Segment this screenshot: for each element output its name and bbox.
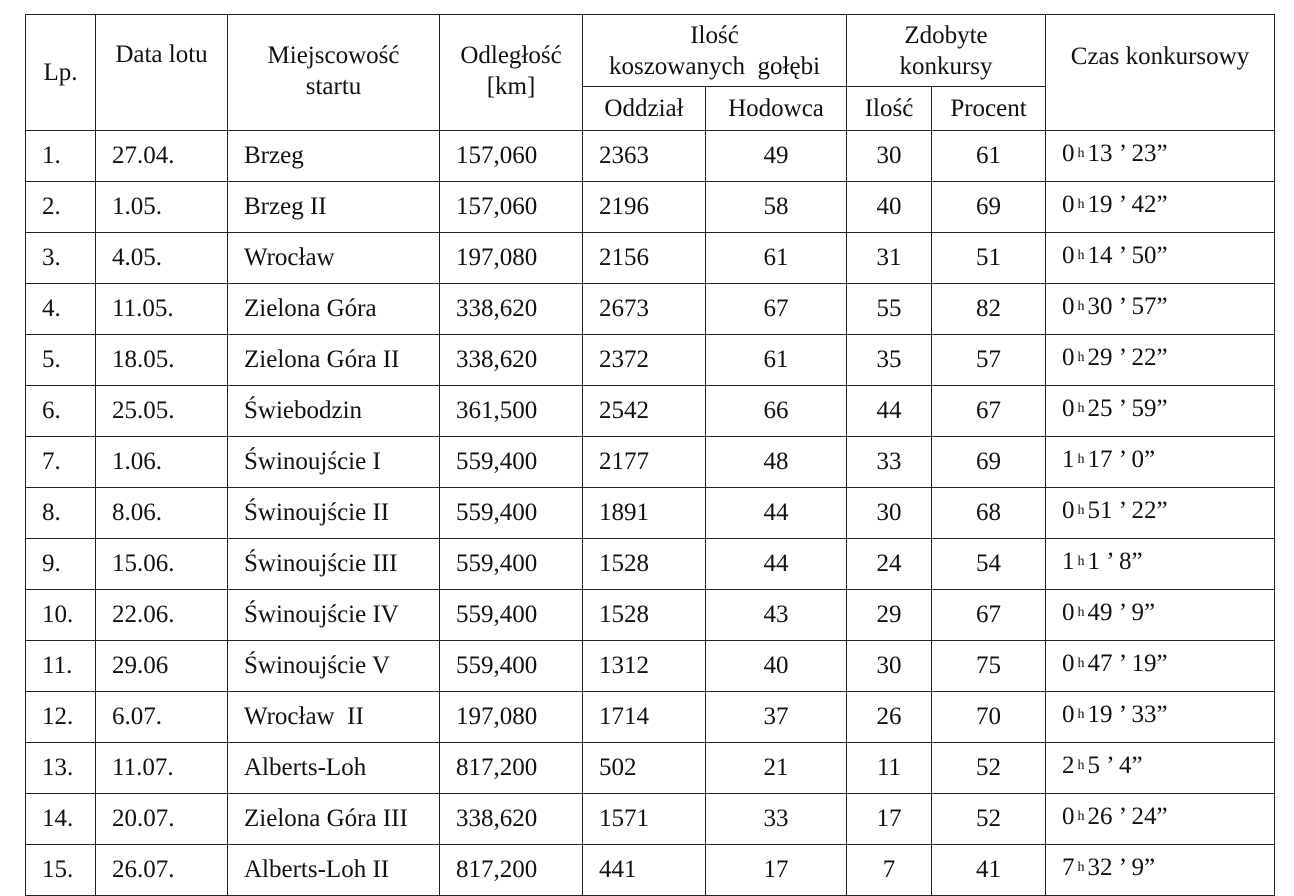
cell-oddzial: 2363 xyxy=(583,131,706,182)
cell-odleglosc: 197,080 xyxy=(440,692,583,743)
czas-seconds: 4 xyxy=(1118,752,1132,779)
cell-data-lotu: 15.06. xyxy=(96,539,228,590)
cell-data-lotu: 4.05. xyxy=(96,233,228,284)
cell-ilosc: 30 xyxy=(847,131,932,182)
header-miejscowosc xyxy=(228,15,440,131)
cell-miejscowosc: Brzeg II xyxy=(228,182,440,233)
czas-hours: 0 xyxy=(1062,242,1075,269)
cell-miejscowosc: Świnoujście II xyxy=(228,488,440,539)
cell-hodowca: 49 xyxy=(706,131,847,182)
cell-ilosc: 30 xyxy=(847,488,932,539)
cell-data-lotu: 26.07. xyxy=(96,845,228,896)
cell-miejscowosc: Alberts-Loh xyxy=(228,743,440,794)
hours-unit: h xyxy=(1077,605,1085,620)
cell-oddzial: 1714 xyxy=(583,692,706,743)
minutes-unit: ’ xyxy=(1112,293,1132,320)
seconds-unit: ” xyxy=(1131,548,1143,575)
czas-hours: 0 xyxy=(1062,293,1075,320)
cell-odleglosc: 338,620 xyxy=(440,284,583,335)
cell-oddzial: 2542 xyxy=(583,386,706,437)
cell-ilosc: 29 xyxy=(847,590,932,641)
cell-oddzial: 502 xyxy=(583,743,706,794)
czas-hours: 0 xyxy=(1062,701,1075,728)
minutes-unit: ’ xyxy=(1112,701,1132,728)
cell-data-lotu: 18.05. xyxy=(96,335,228,386)
cell-miejscowosc: Alberts-Loh II xyxy=(228,845,440,896)
cell-data-lotu: 27.04. xyxy=(96,131,228,182)
header-ilosc-line2: koszowanych gołębi xyxy=(608,52,821,80)
cell-odleglosc: 559,400 xyxy=(440,437,583,488)
cell-lp: 11. xyxy=(26,641,96,692)
czas-minutes: 26 xyxy=(1087,803,1113,830)
cell-hodowca: 43 xyxy=(706,590,847,641)
minutes-unit: ’ xyxy=(1112,140,1132,167)
hours-unit: h xyxy=(1077,401,1085,416)
cell-miejscowosc: Brzeg xyxy=(228,131,440,182)
cell-ilosc: 40 xyxy=(847,182,932,233)
cell-data-lotu: 1.05. xyxy=(96,182,228,233)
cell-czas xyxy=(1046,386,1275,437)
header-data-lotu xyxy=(96,15,228,131)
czas-minutes: 13 xyxy=(1087,140,1113,167)
seconds-unit: ” xyxy=(1156,803,1168,830)
cell-ilosc: 26 xyxy=(847,692,932,743)
header-czas xyxy=(1046,15,1275,131)
cell-procent: 68 xyxy=(932,488,1046,539)
cell-data-lotu: 22.06. xyxy=(96,590,228,641)
cell-procent: 69 xyxy=(932,182,1046,233)
cell-miejscowosc: Zielona Góra II xyxy=(228,335,440,386)
table-row xyxy=(26,845,1275,896)
minutes-unit: ’ xyxy=(1100,752,1119,779)
cell-ilosc: 24 xyxy=(847,539,932,590)
cell-procent: 75 xyxy=(932,641,1046,692)
cell-data-lotu: 29.06 xyxy=(96,641,228,692)
cell-lp: 7. xyxy=(26,437,96,488)
table-row xyxy=(26,590,1275,641)
cell-hodowca: 66 xyxy=(706,386,847,437)
cell-odleglosc: 559,400 xyxy=(440,641,583,692)
header-odleglosc-line2: [km] xyxy=(486,72,536,100)
cell-oddzial: 1891 xyxy=(583,488,706,539)
cell-hodowca: 33 xyxy=(706,794,847,845)
cell-hodowca: 17 xyxy=(706,845,847,896)
cell-oddzial: 441 xyxy=(583,845,706,896)
cell-hodowca: 61 xyxy=(706,233,847,284)
cell-miejscowosc: Świnoujście IV xyxy=(228,590,440,641)
cell-czas xyxy=(1046,233,1275,284)
cell-czas xyxy=(1046,590,1275,641)
seconds-unit: ” xyxy=(1156,242,1168,269)
cell-czas xyxy=(1046,437,1275,488)
cell-ilosc: 11 xyxy=(847,743,932,794)
cell-hodowca: 61 xyxy=(706,335,847,386)
minutes-unit: ’ xyxy=(1112,599,1132,626)
czas-hours: 0 xyxy=(1062,803,1075,830)
seconds-unit: ” xyxy=(1156,344,1168,371)
czas-seconds: 57 xyxy=(1131,293,1157,320)
hours-unit: h xyxy=(1077,860,1085,875)
cell-miejscowosc: Świnoujście I xyxy=(228,437,440,488)
seconds-unit: ” xyxy=(1143,446,1156,473)
header-oddzial: Oddział xyxy=(583,87,706,131)
czas-minutes: 19 xyxy=(1087,191,1113,218)
cell-procent: 82 xyxy=(932,284,1046,335)
header-zdobyte-line2: konkursy xyxy=(899,52,993,80)
cell-hodowca: 40 xyxy=(706,641,847,692)
czas-seconds: 24 xyxy=(1131,803,1157,830)
header-data-lotu-label: Data lotu xyxy=(115,41,208,68)
czas-seconds: 22 xyxy=(1131,344,1157,371)
czas-seconds: 33 xyxy=(1131,701,1157,728)
table-row xyxy=(26,233,1275,284)
czas-hours: 0 xyxy=(1062,650,1075,677)
cell-odleglosc: 817,200 xyxy=(440,845,583,896)
table-body xyxy=(26,131,1275,896)
cell-hodowca: 44 xyxy=(706,488,847,539)
czas-minutes: 51 xyxy=(1087,497,1113,524)
cell-oddzial: 1528 xyxy=(583,539,706,590)
cell-oddzial: 1528 xyxy=(583,590,706,641)
cell-miejscowosc: Wrocław II xyxy=(228,692,440,743)
cell-hodowca: 58 xyxy=(706,182,847,233)
cell-lp: 10. xyxy=(26,590,96,641)
cell-ilosc: 17 xyxy=(847,794,932,845)
cell-procent: 41 xyxy=(932,845,1046,896)
header-odleglosc-line1: Odległość xyxy=(460,41,562,69)
minutes-unit: ’ xyxy=(1112,191,1132,218)
minutes-unit: ’ xyxy=(1112,242,1132,269)
minutes-unit: ’ xyxy=(1100,548,1119,575)
cell-procent: 51 xyxy=(932,233,1046,284)
cell-hodowca: 48 xyxy=(706,437,847,488)
cell-ilosc: 30 xyxy=(847,641,932,692)
table-row xyxy=(26,335,1275,386)
czas-minutes: 14 xyxy=(1087,242,1113,269)
czas-minutes: 29 xyxy=(1087,344,1113,371)
cell-miejscowosc: Zielona Góra III xyxy=(228,794,440,845)
cell-procent: 70 xyxy=(932,692,1046,743)
cell-odleglosc: 197,080 xyxy=(440,233,583,284)
header-odleglosc xyxy=(440,15,583,131)
hours-unit: h xyxy=(1077,758,1085,773)
czas-hours: 2 xyxy=(1062,752,1075,779)
cell-oddzial: 1312 xyxy=(583,641,706,692)
header-ilosc: Ilość xyxy=(847,87,932,131)
minutes-unit: ’ xyxy=(1112,395,1132,422)
cell-lp: 5. xyxy=(26,335,96,386)
cell-oddzial: 2196 xyxy=(583,182,706,233)
cell-procent: 57 xyxy=(932,335,1046,386)
seconds-unit: ” xyxy=(1156,140,1168,167)
seconds-unit: ” xyxy=(1156,497,1168,524)
czas-minutes: 17 xyxy=(1087,446,1113,473)
cell-miejscowosc: Świebodzin xyxy=(228,386,440,437)
hours-unit: h xyxy=(1077,554,1085,569)
cell-czas xyxy=(1046,182,1275,233)
header-ilosc-koszowanych xyxy=(583,15,847,87)
cell-miejscowosc: Świnoujście III xyxy=(228,539,440,590)
hours-unit: h xyxy=(1077,656,1085,671)
hours-unit: h xyxy=(1077,299,1085,314)
hours-unit: h xyxy=(1077,350,1085,365)
czas-minutes: 30 xyxy=(1087,293,1113,320)
seconds-unit: ” xyxy=(1156,701,1168,728)
header-hodowca: Hodowca xyxy=(706,87,847,131)
czas-seconds: 59 xyxy=(1131,395,1157,422)
cell-lp: 14. xyxy=(26,794,96,845)
czas-hours: 0 xyxy=(1062,140,1075,167)
cell-lp: 2. xyxy=(26,182,96,233)
cell-miejscowosc: Wrocław xyxy=(228,233,440,284)
header-zdobyte-konkursy xyxy=(847,15,1046,87)
cell-oddzial: 2372 xyxy=(583,335,706,386)
czas-minutes: 1 xyxy=(1087,548,1100,575)
header-zdobyte-line1: Zdobyte xyxy=(904,21,988,49)
cell-data-lotu: 11.05. xyxy=(96,284,228,335)
cell-czas xyxy=(1046,692,1275,743)
cell-odleglosc: 361,500 xyxy=(440,386,583,437)
cell-miejscowosc: Świnoujście V xyxy=(228,641,440,692)
cell-czas xyxy=(1046,488,1275,539)
cell-odleglosc: 559,400 xyxy=(440,488,583,539)
table-row xyxy=(26,743,1275,794)
table-row xyxy=(26,794,1275,845)
cell-czas xyxy=(1046,743,1275,794)
hours-unit: h xyxy=(1077,503,1085,518)
cell-oddzial: 2156 xyxy=(583,233,706,284)
cell-ilosc: 7 xyxy=(847,845,932,896)
header-procent: Procent xyxy=(932,87,1046,131)
seconds-unit: ” xyxy=(1156,650,1168,677)
cell-hodowca: 67 xyxy=(706,284,847,335)
seconds-unit: ” xyxy=(1143,854,1156,881)
cell-lp: 12. xyxy=(26,692,96,743)
cell-lp: 13. xyxy=(26,743,96,794)
seconds-unit: ” xyxy=(1131,752,1143,779)
cell-data-lotu: 1.06. xyxy=(96,437,228,488)
table-row xyxy=(26,488,1275,539)
table-row xyxy=(26,131,1275,182)
cell-ilosc: 33 xyxy=(847,437,932,488)
minutes-unit: ’ xyxy=(1112,854,1132,881)
czas-seconds: 9 xyxy=(1131,599,1144,626)
cell-lp: 4. xyxy=(26,284,96,335)
cell-odleglosc: 157,060 xyxy=(440,131,583,182)
flight-results-table xyxy=(25,14,1275,896)
hours-unit: h xyxy=(1077,146,1085,161)
minutes-unit: ’ xyxy=(1112,446,1132,473)
czas-seconds: 9 xyxy=(1131,854,1144,881)
table-row xyxy=(26,182,1275,233)
czas-minutes: 49 xyxy=(1087,599,1113,626)
cell-data-lotu: 11.07. xyxy=(96,743,228,794)
czas-minutes: 25 xyxy=(1087,395,1113,422)
cell-czas xyxy=(1046,845,1275,896)
hours-unit: h xyxy=(1077,809,1085,824)
cell-data-lotu: 25.05. xyxy=(96,386,228,437)
czas-hours: 0 xyxy=(1062,599,1075,626)
cell-procent: 52 xyxy=(932,794,1046,845)
czas-hours: 1 xyxy=(1062,548,1075,575)
cell-procent: 61 xyxy=(932,131,1046,182)
seconds-unit: ” xyxy=(1156,395,1168,422)
minutes-unit: ’ xyxy=(1112,344,1132,371)
czas-seconds: 19 xyxy=(1131,650,1157,677)
cell-ilosc: 35 xyxy=(847,335,932,386)
czas-seconds: 22 xyxy=(1131,497,1157,524)
minutes-unit: ’ xyxy=(1112,650,1132,677)
czas-minutes: 5 xyxy=(1087,752,1100,779)
cell-czas xyxy=(1046,335,1275,386)
minutes-unit: ’ xyxy=(1112,497,1132,524)
czas-minutes: 19 xyxy=(1087,701,1113,728)
cell-ilosc: 55 xyxy=(847,284,932,335)
cell-czas xyxy=(1046,284,1275,335)
seconds-unit: ” xyxy=(1156,191,1168,218)
cell-hodowca: 44 xyxy=(706,539,847,590)
cell-czas xyxy=(1046,131,1275,182)
cell-lp: 15. xyxy=(26,845,96,896)
hours-unit: h xyxy=(1077,452,1085,467)
cell-czas xyxy=(1046,794,1275,845)
cell-lp: 9. xyxy=(26,539,96,590)
table-row xyxy=(26,641,1275,692)
cell-procent: 67 xyxy=(932,590,1046,641)
cell-procent: 52 xyxy=(932,743,1046,794)
cell-hodowca: 21 xyxy=(706,743,847,794)
cell-ilosc: 31 xyxy=(847,233,932,284)
cell-data-lotu: 6.07. xyxy=(96,692,228,743)
cell-data-lotu: 8.06. xyxy=(96,488,228,539)
cell-lp: 6. xyxy=(26,386,96,437)
table-row xyxy=(26,692,1275,743)
czas-hours: 0 xyxy=(1062,344,1075,371)
cell-odleglosc: 817,200 xyxy=(440,743,583,794)
cell-hodowca: 37 xyxy=(706,692,847,743)
cell-lp: 8. xyxy=(26,488,96,539)
czas-hours: 0 xyxy=(1062,191,1075,218)
cell-procent: 67 xyxy=(932,386,1046,437)
cell-oddzial: 1571 xyxy=(583,794,706,845)
minutes-unit: ’ xyxy=(1112,803,1132,830)
czas-seconds: 0 xyxy=(1131,446,1144,473)
table-header xyxy=(26,15,1275,131)
czas-seconds: 8 xyxy=(1118,548,1132,575)
hours-unit: h xyxy=(1077,248,1085,263)
cell-ilosc: 44 xyxy=(847,386,932,437)
header-ilosc-line1: Ilość xyxy=(690,21,739,49)
czas-seconds: 23 xyxy=(1131,140,1157,167)
cell-odleglosc: 338,620 xyxy=(440,335,583,386)
header-miejscowosc-line2: startu xyxy=(305,72,362,100)
cell-czas xyxy=(1046,641,1275,692)
cell-data-lotu: 20.07. xyxy=(96,794,228,845)
table-row xyxy=(26,386,1275,437)
seconds-unit: ” xyxy=(1156,293,1168,320)
czas-seconds: 42 xyxy=(1131,191,1157,218)
cell-procent: 69 xyxy=(932,437,1046,488)
header-miejscowosc-line1: Miejscowość xyxy=(267,41,400,69)
czas-minutes: 47 xyxy=(1087,650,1113,677)
cell-odleglosc: 338,620 xyxy=(440,794,583,845)
cell-procent: 54 xyxy=(932,539,1046,590)
czas-hours: 1 xyxy=(1062,446,1075,473)
cell-lp: 3. xyxy=(26,233,96,284)
table-row xyxy=(26,539,1275,590)
cell-odleglosc: 157,060 xyxy=(440,182,583,233)
hours-unit: h xyxy=(1077,707,1085,722)
cell-oddzial: 2673 xyxy=(583,284,706,335)
cell-czas xyxy=(1046,539,1275,590)
czas-seconds: 50 xyxy=(1131,242,1157,269)
czas-hours: 7 xyxy=(1062,854,1075,881)
seconds-unit: ” xyxy=(1143,599,1156,626)
cell-miejscowosc: Zielona Góra xyxy=(228,284,440,335)
hours-unit: h xyxy=(1077,197,1085,212)
cell-odleglosc: 559,400 xyxy=(440,590,583,641)
czas-hours: 0 xyxy=(1062,497,1075,524)
cell-odleglosc: 559,400 xyxy=(440,539,583,590)
cell-lp: 1. xyxy=(26,131,96,182)
czas-hours: 0 xyxy=(1062,395,1075,422)
table-row xyxy=(26,437,1275,488)
header-lp: Lp. xyxy=(26,15,96,131)
table-row xyxy=(26,284,1275,335)
cell-oddzial: 2177 xyxy=(583,437,706,488)
header-czas-label: Czas konkursowy xyxy=(1070,43,1250,70)
czas-minutes: 32 xyxy=(1087,854,1113,881)
